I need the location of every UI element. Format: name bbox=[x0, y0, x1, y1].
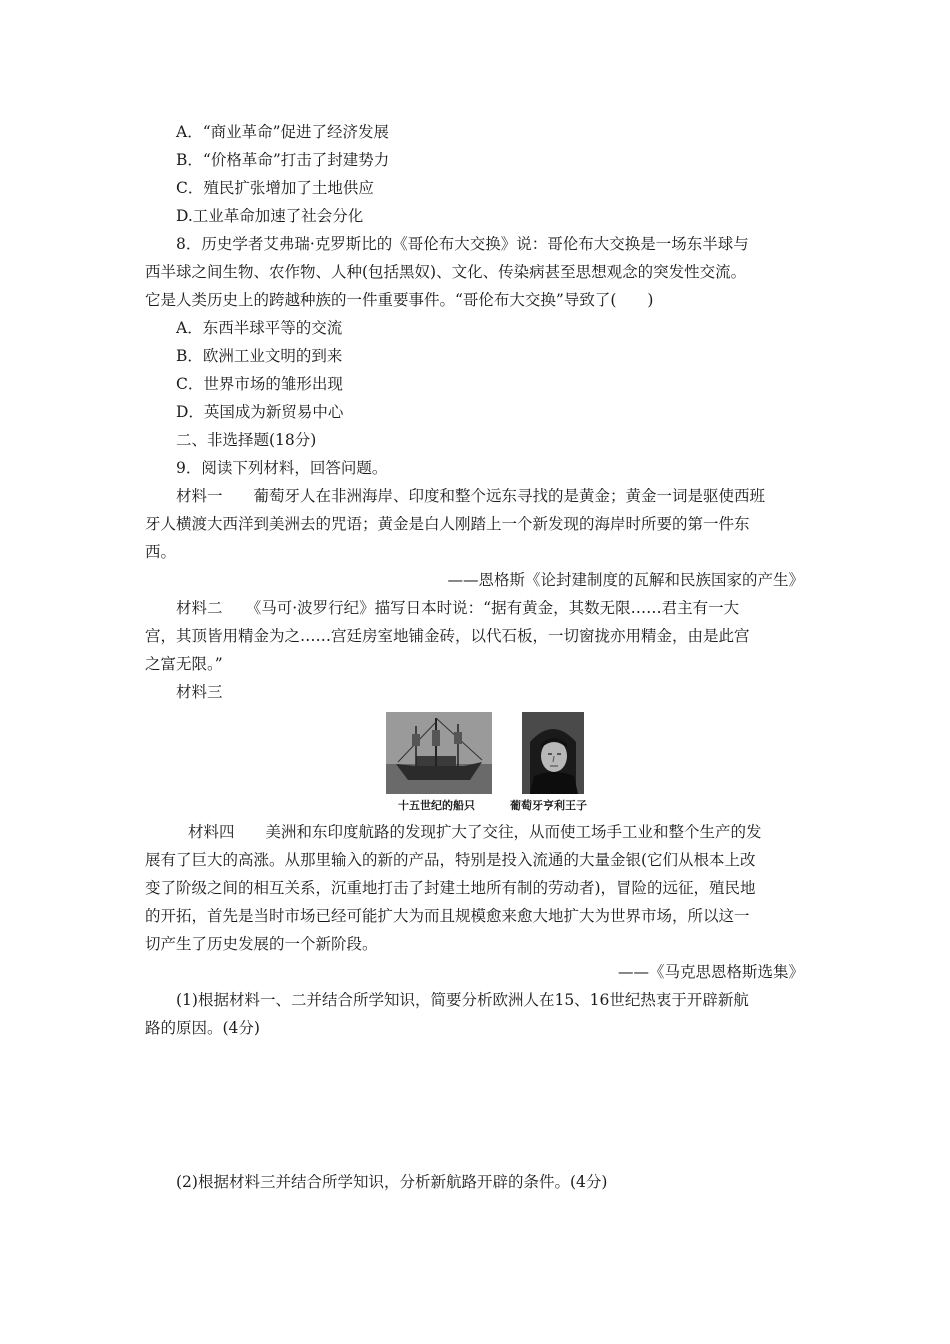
subquestion-2: (2)根据材料三并结合所学知识，分析新航路开辟的条件。(4分) bbox=[176, 1173, 608, 1191]
prince-henry-portrait bbox=[522, 712, 584, 794]
material4-line: 展有了巨大的高涨。从那里输入的新的产品，特别是投入流通的大量金银(它们从根本上改 bbox=[145, 851, 756, 869]
material1-line: 材料一 葡萄牙人在非洲海岸、印度和整个远东寻找的是黄金；黄金一词是驱使西班 bbox=[176, 487, 766, 505]
section-heading: 二、非选择题(18分) bbox=[176, 431, 317, 449]
q7-option-b: B．“价格革命”打击了封建势力 bbox=[176, 151, 390, 169]
portrait-image bbox=[522, 712, 584, 794]
q7-option-d: D.工业革命加速了社会分化 bbox=[176, 207, 364, 225]
q7-option-c: C．殖民扩张增加了土地供应 bbox=[176, 179, 374, 197]
ship-illustration bbox=[386, 712, 492, 794]
material1-line: 西。 bbox=[145, 543, 177, 561]
material4-source: ——《马克思恩格斯选集》 bbox=[617, 963, 804, 981]
subquestion-1: (1)根据材料一、二并结合所学知识，简要分析欧洲人在15、16世纪热衷于开辟新航 bbox=[176, 991, 749, 1009]
material2-line: 之富无限。” bbox=[145, 655, 223, 673]
q8-stem-line: 西半球之间生物、农作物、人种(包括黑奴)、文化、传染病甚至思想观念的突发性交流。 bbox=[145, 263, 747, 281]
ship-caption: 十五世纪的船只 bbox=[398, 799, 475, 812]
q8-option-b: B．欧洲工业文明的到来 bbox=[176, 347, 343, 365]
material2-line: 宫，其顶皆用精金为之……宫廷房室地铺金砖，以代石板，一切窗拢亦用精金，由是此宫 bbox=[145, 627, 750, 645]
material3-label: 材料三 bbox=[176, 683, 223, 701]
q9-intro: 9．阅读下列材料，回答问题。 bbox=[176, 459, 388, 477]
material1-line: 牙人横渡大西洋到美洲去的咒语；黄金是白人刚踏上一个新发现的海岸时所要的第一件东 bbox=[145, 515, 750, 533]
material2-line: 材料二 《马可·波罗行纪》描写日本时说：“据有黄金，其数无限……君主有一大 bbox=[176, 599, 740, 617]
material4-line: 变了阶级之间的相互关系，沉重地打击了封建土地所有制的劳动者)，冒险的远征，殖民地 bbox=[145, 879, 756, 897]
q7-option-a: A．“商业革命”促进了经济发展 bbox=[176, 123, 390, 141]
material4-line: 的开拓，首先是当时市场已经可能扩大为而且规模愈来愈大地扩大为世界市场，所以这一 bbox=[145, 907, 750, 925]
material1-source: ——恩格斯《论封建制度的瓦解和民族国家的产生》 bbox=[447, 571, 804, 589]
portrait-caption: 葡萄牙亨利王子 bbox=[510, 799, 587, 812]
ship-image bbox=[386, 712, 492, 794]
material4-line: 切产生了历史发展的一个新阶段。 bbox=[145, 935, 378, 953]
q8-option-a: A．东西半球平等的交流 bbox=[176, 319, 343, 337]
subquestion-1: 路的原因。(4分) bbox=[145, 1019, 260, 1037]
q8-option-d: D．英国成为新贸易中心 bbox=[176, 403, 344, 421]
q8-stem-line: 它是人类历史上的跨越种族的一件重要事件。“哥伦布大交换”导致了( ) bbox=[145, 291, 654, 309]
q8-option-c: C．世界市场的雏形出现 bbox=[176, 375, 343, 393]
q8-stem-line: 8．历史学者艾弗瑞·克罗斯比的《哥伦布大交换》说：哥伦布大交换是一场东半球与 bbox=[176, 235, 749, 253]
material4-line: 材料四 美洲和东印度航路的发现扩大了交往，从而使工场手工业和整个生产的发 bbox=[188, 823, 762, 841]
